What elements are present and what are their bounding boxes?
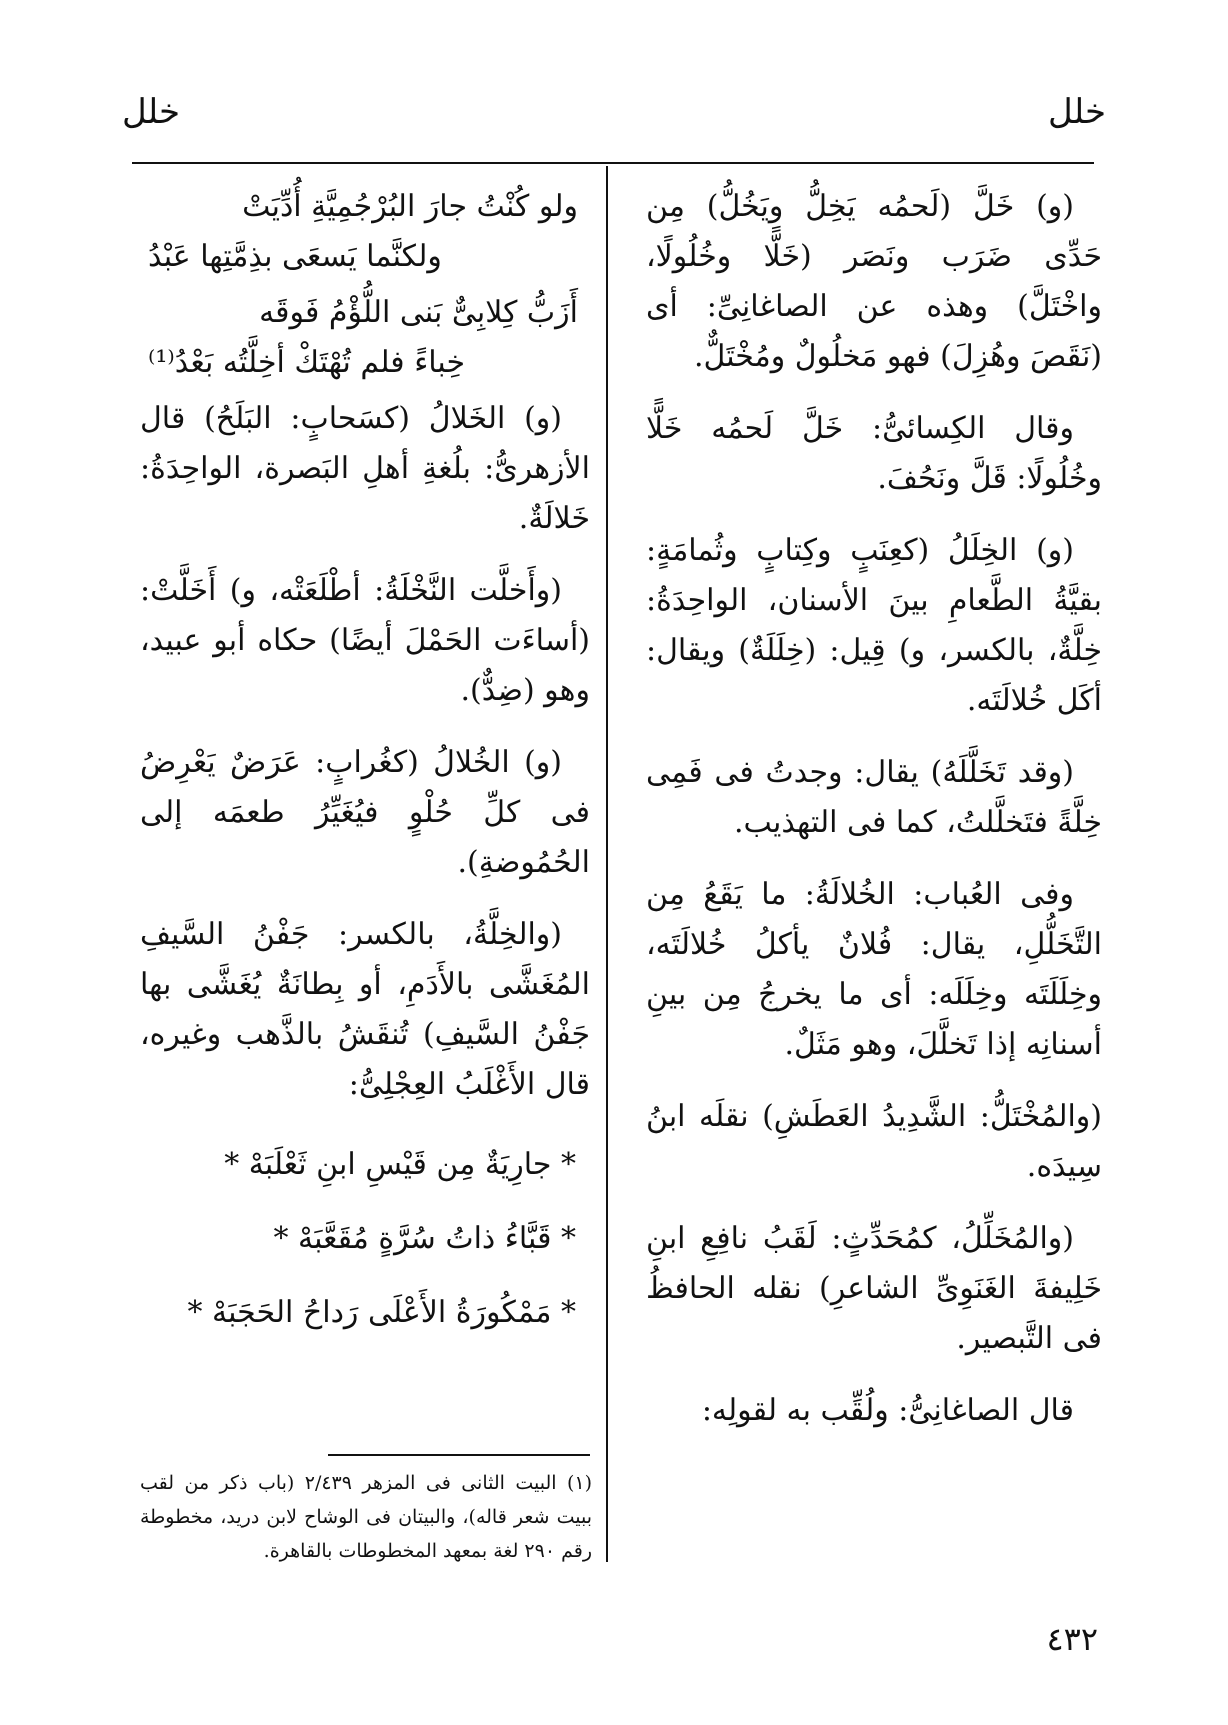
footnote-rule <box>328 1454 590 1456</box>
paragraph: وقال الكِسائىُّ: خَلَّ لَحمُه خَلًّا وخُلُولًا: قَلَّ ونَحُفَ. <box>646 411 1102 496</box>
rajaz-line: * قَبَّاءُ ذاتُ سُرَّةٍ مُقَعَّبَهْ * <box>273 1221 576 1256</box>
footnote: (١) البيت الثانى فى المزهر ٢/٤٣٩ (باب ذكر من لقب ببيت شعر قاله)، والبيتان فى الوشاح لابن دريد، مخطوطة رقم ٢٩٠ لغة بمعهد المخطوطات بالقاهرة. <box>140 1472 592 1562</box>
verse-line-2 <box>140 288 590 388</box>
column-divider <box>606 166 608 1562</box>
rajaz-line: * جارِيَةٌ مِن قَيْسِ ابنِ ثَعْلَبَهْ * <box>224 1147 576 1182</box>
verse-hemistich: خِباءً فلم تُهْتَكْ أخِلَّتُه بَعْدُ⁽¹⁾ <box>148 345 466 380</box>
running-header-right: خلل <box>1047 92 1106 132</box>
verse-line-1 <box>140 182 590 282</box>
paragraph: قال الصاغانِىُّ: ولُقِّب به لقولِه: <box>701 1393 1074 1428</box>
header-rule <box>132 162 1094 164</box>
paragraph: (و) الخُلالُ (كغُرابٍ: عَرَضٌ يَعْرِضُ فى كلِّ حُلْوٍ فيُغَيِّرُ طعمَه إلى الحُمُوضةِ). <box>140 745 590 880</box>
paragraph: (وقد تَخَلَّلَهُ) يقال: وجدتُ فى فَمِى خِلَّةً فتَخلَّلتُ، كما فى التهذيب. <box>646 755 1102 840</box>
paragraph: (وأَخلَّت النَّخْلَةُ: أطْلَعَتْه، و) أَخَلَّتْ: (أساءَت الحَمْلَ أيضًا) حكاه أبو عبيد، وهو (ضِدٌّ). <box>140 573 590 708</box>
running-header-left: خلل <box>122 92 181 132</box>
verse-hemistich: ولكنَّما يَسعَى بذِمَّتِها عَبْدُ <box>148 239 442 274</box>
paragraph: وفى العُباب: الخُلالَةُ: ما يَقَعُ مِن التَّخَلُّلِ، يقال: فُلانٌ يأكلُ خُلالَتَه، وخِلَلَتَه وخِلَلَه: أى ما يخرجُ مِن بينِ أسنانِه إذا تَخلَّلَ، وهو مَثَلٌ. <box>646 877 1102 1062</box>
paragraph: (والخِلَّةُ، بالكسر: جَفْنُ السَّيفِ المُغَشَّى بالأَدَمِ، أو بِطانَةٌ يُغَشَّى بها جَفْنُ السَّيفِ) تُنقَشُ بالذَّهب وغيره، قال الأَغْلَبُ العِجْلِىُّ: <box>140 917 590 1102</box>
page-number: ٤٣٢ <box>1046 1620 1098 1658</box>
paragraph: (والمُخَلِّلُ، كمُحَدِّثٍ: لَقَبُ نافِعِ ابنِ خَلِيفةَ الغَنَوِىِّ الشاعرِ) نقله الحافظُ فى التَّبصير. <box>646 1221 1102 1356</box>
left-column <box>140 182 590 1354</box>
paragraph: (والمُخْتَلُّ: الشَّدِيدُ العَطَشِ) نقلَه ابنُ سِيدَه. <box>646 1099 1102 1184</box>
paragraph: (و) الخَلالُ (كسَحابٍ: البَلَحُ) قال الأزهرىُّ: بلُغةِ أهلِ البَصرة، الواحِدَةُ: خَلالَةٌ. <box>140 401 590 536</box>
verse-hemistich: أَزَبُّ كِلابِىٌّ بَنى اللُّؤْمُ فَوقَه <box>259 295 578 330</box>
paragraph: (و) خَلَّ (لَحمُه يَخِلُّ ويَخُلُّ) مِن حَدِّى ضَرَب ونَصَر (خَلًّا وخُلُولًا، واخْتَلَّ) وهذه عن الصاغانِىِّ: أى (نَقَصَ وهُزِلَ) فهو مَخلُولٌ ومُخْتَلٌّ. <box>646 189 1102 374</box>
verse-hemistich: ولو كُنْتُ جارَ البُرْجُمِيَّةِ أُدِّيَتْ <box>242 189 578 224</box>
right-column <box>646 182 1102 1458</box>
paragraph: (و) الخِلَلُ (كعِنَبٍ وكِتابٍ وثُمامَةٍ: بقيَّةُ الطَّعامِ بينَ الأسنان، الواحِدَةُ: خِلَّةٌ، بالكسر، و) قِيل: (خِلَلَةٌ) ويقال: أكَل خُلالَتَه. <box>646 533 1102 718</box>
rajaz-line: * مَمْكُورَةُ الأَعْلَى رَداحُ الحَجَبَهْ * <box>187 1295 576 1330</box>
